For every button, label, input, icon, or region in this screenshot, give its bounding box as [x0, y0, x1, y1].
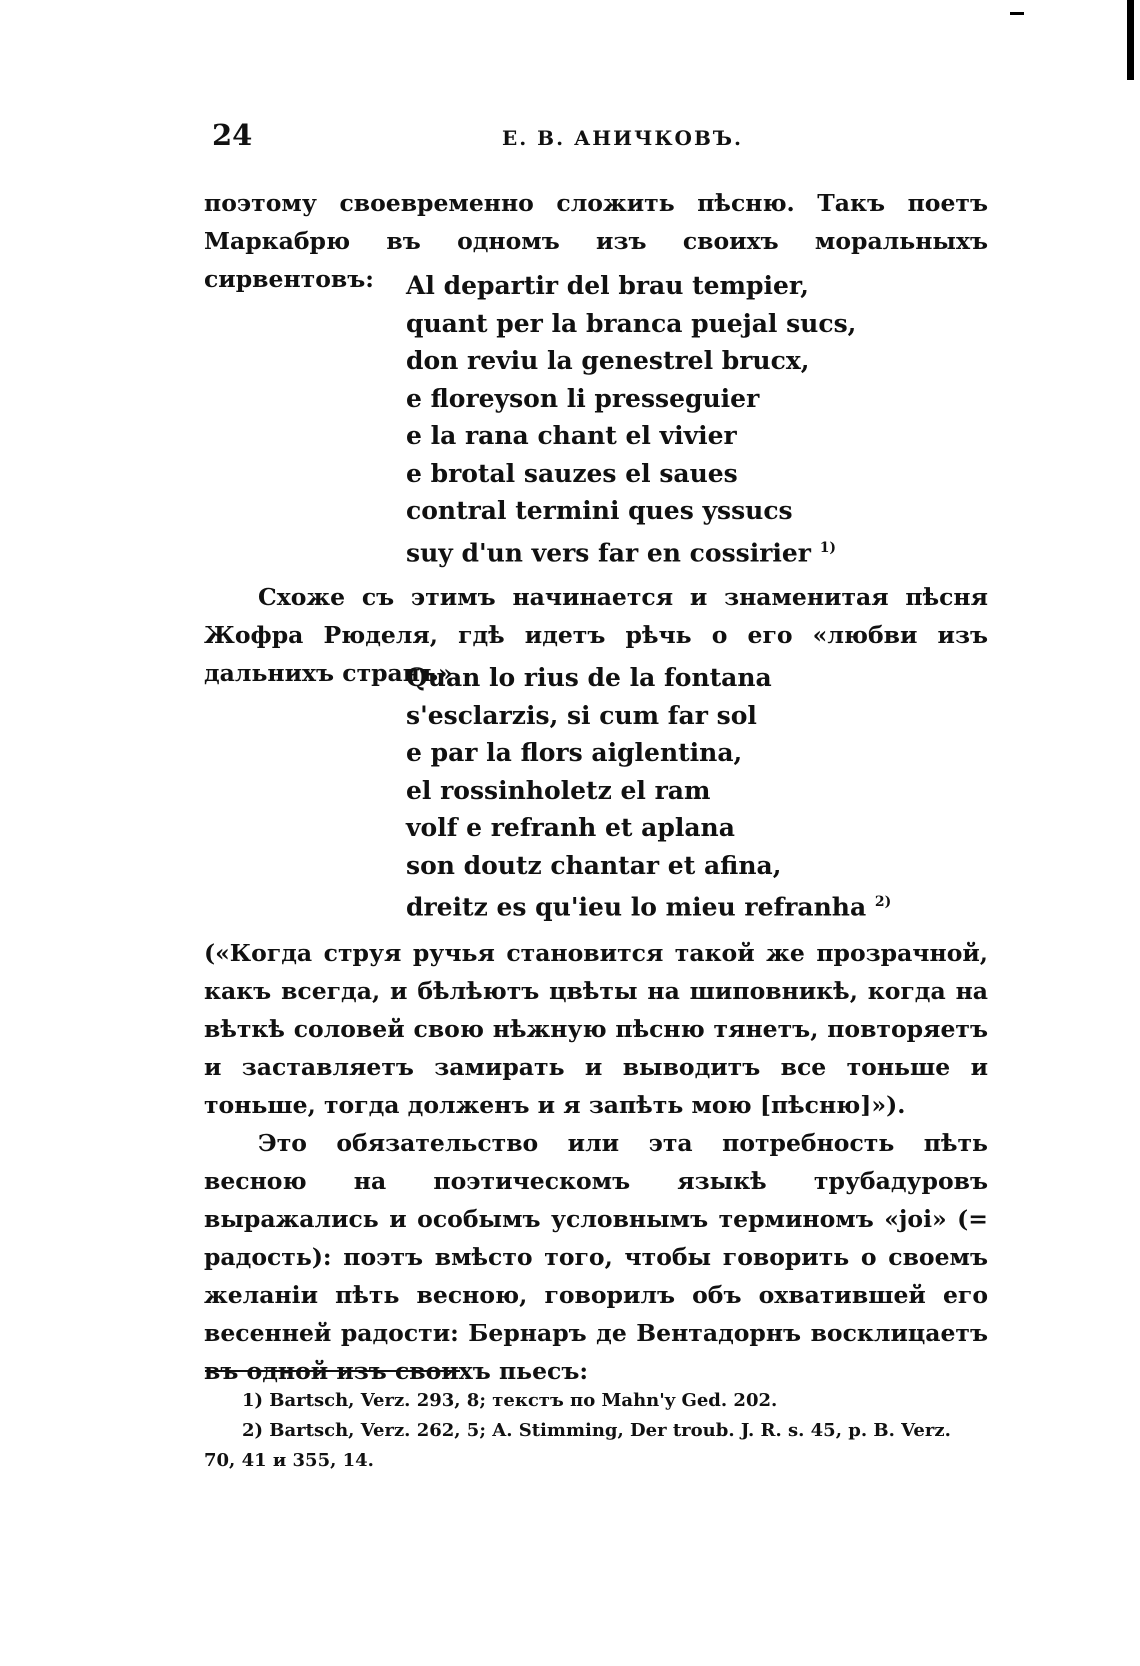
verse-line: e par la flors aiglentina, [406, 738, 743, 767]
verse-line: el rossinholetz el ram [406, 775, 711, 805]
verse-line: Quan lo rius de la fontana [406, 663, 772, 692]
page-header [212, 118, 992, 158]
verse-line-text: suy d'un vers far en cossirier [406, 537, 811, 567]
verse-line [406, 530, 856, 572]
scan-edge-dash [1010, 12, 1024, 15]
paragraph-4: Это обязательство или эта потребность пѣть весною на поэтическомъ языкѣ трубадуровъ выражались и особымъ условнымъ терминомъ «joi» (= радость): поэтъ вмѣсто того, чтобы говорить о своемъ желаніи пѣть весною, говорилъ объ охватившей его весенней радости: Бернаръ де Вентадорнъ восклицаетъ въ одной изъ своихъ пьесъ: [204, 1129, 988, 1385]
verse-line-text: dreitz es qu'ieu lo mieu refranha [406, 892, 867, 922]
footnote-rule [205, 1370, 460, 1372]
footnote-2: 2) Bartsch, Verz. 262, 5; A. Stimming, Der troub. J. R. s. 45, p. B. Verz. 70, 41 и 355, 14. [204, 1420, 951, 1471]
verse-line: s'esclarzis, si cum far sol [406, 700, 757, 730]
footnotes [204, 1386, 988, 1476]
running-head: Е. В. АНИЧКОВЪ. [502, 126, 743, 150]
verse-rudel [406, 659, 891, 926]
verse-line: Al departir del brau tempier, [406, 271, 809, 300]
page-number: 24 [212, 118, 253, 152]
verse-marcabru [406, 267, 856, 571]
paragraph-2: Схоже съ этимъ начинается и знаменитая пѣсня Жофра Рюделя, гдѣ идетъ рѣчь о его «любви изъ дальнихъ странъ». [204, 583, 988, 687]
footnote-1: 1) Bartsch, Verz. 293, 8; текстъ по Mahn'y Ged. 202. [242, 1390, 778, 1411]
footnote-ref-1: 1) [819, 539, 837, 556]
verse-line: contral termini ques yssucs [406, 496, 793, 525]
paragraph-3: («Когда струя ручья становится такой же прозрачной, какъ всегда, и бѣлѣютъ цвѣты на шиповникѣ, когда на вѣткѣ соловей свою нѣжную пѣсню тянетъ, повторяетъ и заставляетъ замирать и выводитъ все тоньше и тоньше, тогда долженъ и я запѣть мою [пѣсню]»). [204, 939, 988, 1119]
scan-edge-mark [1127, 0, 1134, 80]
verse-line: quant per la branca puejal sucs, [406, 308, 857, 338]
verse-line: volf e refranh et aplana [406, 813, 735, 842]
verse-line: don reviu la genestrel brucx, [406, 346, 810, 375]
verse-line: e la rana chant el vivier [406, 421, 737, 450]
paragraph-1: поэтому своевременно сложить пѣсню. Такъ поетъ Маркабрю въ одномъ изъ своихъ моральныхъ сирвентовъ: [204, 189, 988, 293]
verse-line [406, 884, 891, 926]
footnote-ref-2: 2) [874, 894, 892, 910]
verse-line: son doutz chantar et afina, [406, 850, 782, 880]
verse-line: e floreyson li presseguier [406, 383, 760, 413]
verse-line: e brotal sauzes el saues [406, 458, 738, 488]
